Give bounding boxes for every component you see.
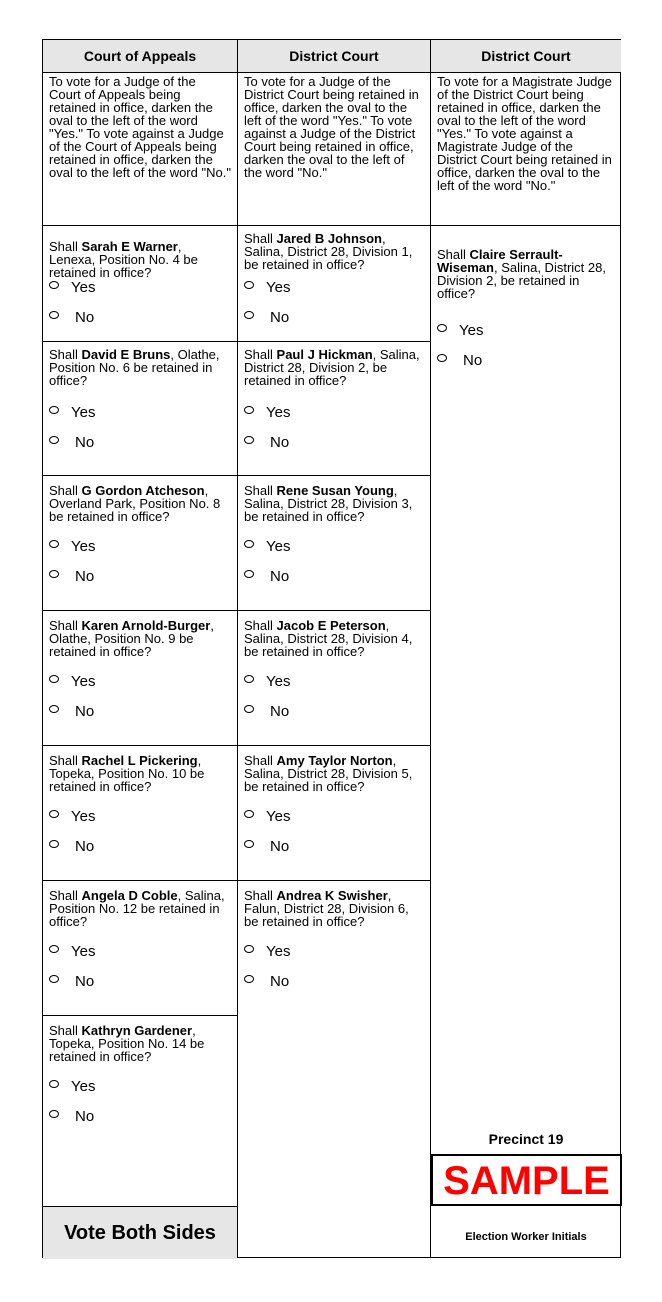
option-no[interactable]: No (49, 703, 94, 721)
retention-race (43, 881, 237, 1016)
oval-icon[interactable] (244, 945, 254, 953)
column-district-court (238, 40, 431, 1257)
option-yes[interactable]: Yes (49, 808, 95, 826)
election-worker-initials-label: Election Worker Initials (465, 1231, 587, 1243)
option-yes[interactable]: Yes (244, 808, 290, 826)
option-no[interactable]: No (437, 352, 482, 370)
race-question: Shall Angela D Coble, Salina, Position No. 12 be retained in office? (49, 888, 225, 929)
retention-race (43, 1016, 237, 1146)
oval-icon[interactable] (49, 675, 59, 683)
oval-icon[interactable] (244, 675, 254, 683)
race-question: Shall Andrea K Swisher, Falun, District 28, Division 6, be retained in office? (244, 888, 409, 929)
option-yes[interactable]: Yes (244, 673, 290, 691)
option-no[interactable]: No (244, 309, 289, 327)
race-question: Shall Kathryn Gardener, Topeka, Position No. 14 be retained in office? (49, 1023, 205, 1064)
option-no[interactable]: No (244, 838, 289, 856)
option-no[interactable]: No (244, 703, 289, 721)
retention-race (238, 476, 430, 611)
option-no[interactable]: No (49, 973, 94, 991)
retention-race (238, 342, 430, 476)
option-yes[interactable]: Yes (49, 279, 95, 297)
race-question: Shall David E Bruns, Olathe, Position No. 6 be retained in office? (49, 347, 220, 388)
sample-stamp: SAMPLE (431, 1154, 622, 1206)
oval-icon[interactable] (49, 406, 59, 414)
oval-icon[interactable] (49, 540, 59, 548)
precinct-label: Precinct 19 (488, 1131, 564, 1147)
retention-race (43, 611, 237, 746)
oval-icon[interactable] (244, 975, 254, 983)
column-header: District Court (238, 40, 430, 73)
race-question: Shall Amy Taylor Norton, Salina, District 28, Division 5, be retained in office? (244, 753, 413, 794)
retention-race (238, 746, 430, 881)
ballot (42, 39, 621, 1258)
column-header: Court of Appeals (43, 40, 237, 73)
oval-icon[interactable] (244, 810, 254, 818)
oval-icon[interactable] (244, 540, 254, 548)
oval-icon[interactable] (49, 975, 59, 983)
column-magistrate-court (431, 40, 621, 1257)
retention-race (238, 881, 430, 1016)
option-no[interactable]: No (49, 838, 94, 856)
race-question: Shall Paul J Hickman, Salina, District 28, Division 2, be retained in office? (244, 347, 420, 388)
oval-icon[interactable] (49, 810, 59, 818)
retention-race (43, 342, 237, 476)
retention-race (43, 746, 237, 881)
race-question: Shall G Gordon Atcheson, Overland Park, Position No. 8 be retained in office? (49, 483, 221, 524)
oval-icon[interactable] (244, 311, 254, 319)
option-yes[interactable]: Yes (49, 943, 95, 961)
race-question: Shall Jacob E Peterson, Salina, District 28, Division 4, be retained in office? (244, 618, 413, 659)
option-yes[interactable]: Yes (49, 1078, 95, 1096)
retention-race (238, 226, 430, 342)
option-no[interactable]: No (49, 1108, 94, 1126)
column-header: District Court (431, 40, 621, 73)
option-no[interactable]: No (49, 434, 94, 452)
instructions: To vote for a Judge of the Court of Appeals being retained in office, darken the oval to the left of the word "Yes." To vote against a Judge of the Court of Appeals being retained in office, darken the oval to the left of the word "No." (43, 73, 237, 226)
option-yes[interactable]: Yes (244, 404, 290, 422)
option-yes[interactable]: Yes (49, 404, 95, 422)
instructions: To vote for a Judge of the District Court being retained in office, darken the oval to the left of the word "Yes." To vote against a Judge of the District Court being retained in office, darken the oval to the left of the word "No." (238, 73, 430, 226)
oval-icon[interactable] (49, 311, 59, 319)
race-question: Shall Karen Arnold-Burger, Olathe, Position No. 9 be retained in office? (49, 618, 214, 659)
oval-icon[interactable] (49, 1080, 59, 1088)
oval-icon[interactable] (437, 354, 447, 362)
retention-race (431, 226, 621, 376)
oval-icon[interactable] (244, 840, 254, 848)
option-no[interactable]: No (49, 568, 94, 586)
oval-icon[interactable] (49, 705, 59, 713)
retention-race (43, 226, 237, 342)
oval-icon[interactable] (49, 570, 59, 578)
oval-icon[interactable] (49, 840, 59, 848)
retention-race (238, 611, 430, 746)
option-no[interactable]: No (244, 434, 289, 452)
oval-icon[interactable] (49, 1110, 59, 1118)
option-yes[interactable]: Yes (244, 538, 290, 556)
option-no[interactable]: No (49, 309, 94, 327)
option-yes[interactable]: Yes (49, 538, 95, 556)
option-yes[interactable]: Yes (244, 279, 290, 297)
race-question: Shall Rachel L Pickering, Topeka, Position No. 10 be retained in office? (49, 753, 205, 794)
column-court-of-appeals (43, 40, 238, 1257)
oval-icon[interactable] (244, 406, 254, 414)
instructions: To vote for a Magistrate Judge of the District Court being retained in office, darken the oval to the left of the word "Yes." To vote against a Magistrate Judge of the District Court being retained in office, darken the oval to the left of the word "No." (431, 73, 621, 226)
option-yes[interactable]: Yes (437, 322, 483, 340)
oval-icon[interactable] (437, 324, 447, 332)
option-no[interactable]: No (244, 973, 289, 991)
race-question: Shall Jared B Johnson, Salina, District 28, Division 1, be retained in office? (244, 231, 413, 272)
oval-icon[interactable] (244, 281, 254, 289)
oval-icon[interactable] (244, 705, 254, 713)
retention-race (43, 476, 237, 611)
race-question: Shall Rene Susan Young, Salina, District 28, Division 3, be retained in office? (244, 483, 413, 524)
race-question: Shall Sarah E Warner, Lenexa, Position No. 4 be retained in office? (49, 239, 198, 280)
oval-icon[interactable] (244, 570, 254, 578)
oval-icon[interactable] (49, 281, 59, 289)
oval-icon[interactable] (49, 945, 59, 953)
vote-both-sides-label: Vote Both Sides (43, 1206, 237, 1259)
oval-icon[interactable] (244, 436, 254, 444)
oval-icon[interactable] (49, 436, 59, 444)
option-yes[interactable]: Yes (244, 943, 290, 961)
option-yes[interactable]: Yes (49, 673, 95, 691)
option-no[interactable]: No (244, 568, 289, 586)
race-question: Shall Claire Serrault-Wiseman, Salina, District 28, Division 2, be retained in office? (437, 247, 606, 301)
